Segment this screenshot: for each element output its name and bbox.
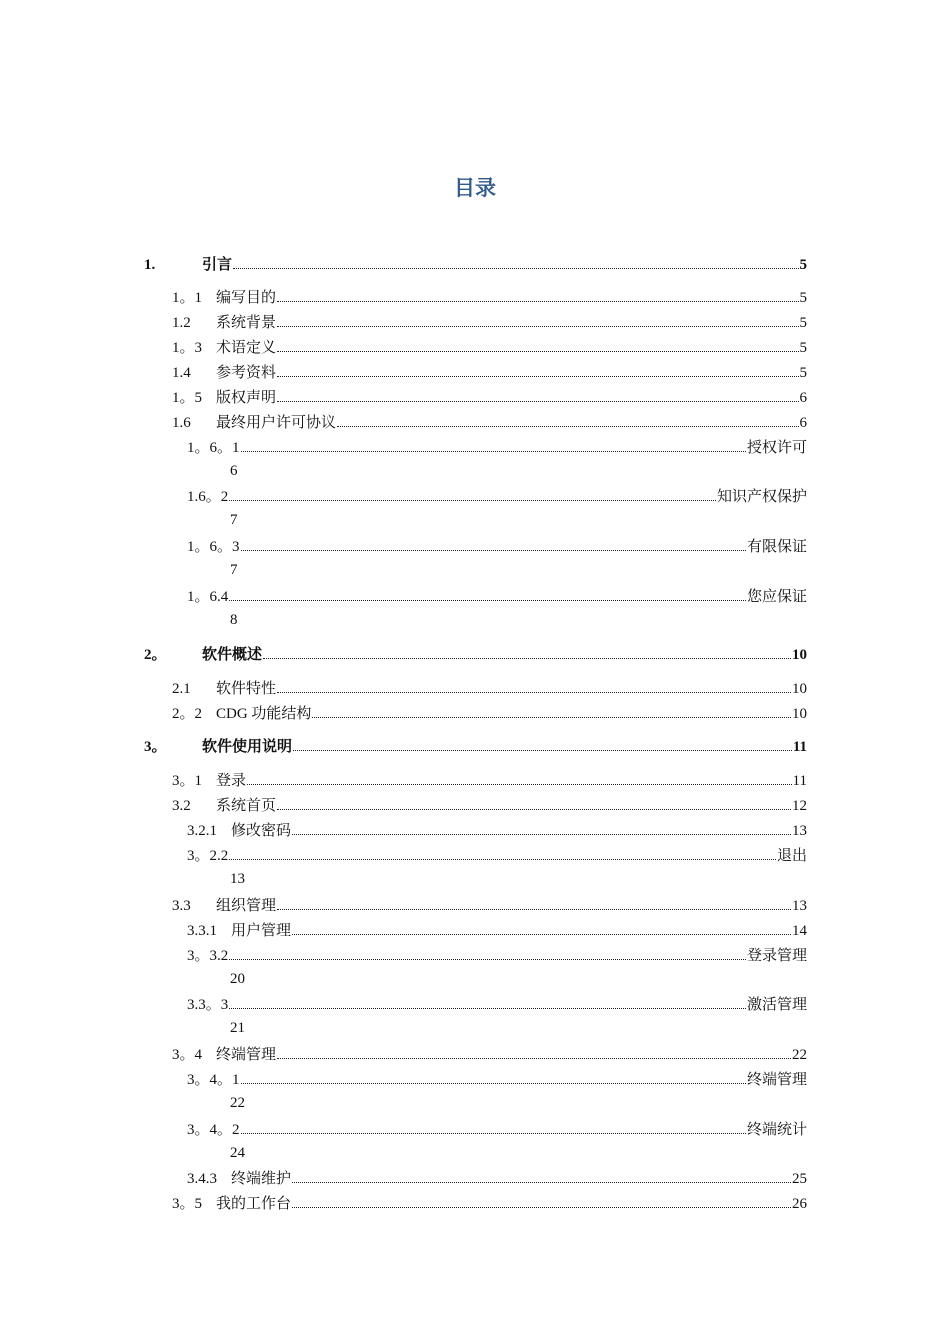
toc-entry-number: 3。4	[172, 1047, 203, 1063]
toc-entry-number: 1。1	[172, 290, 203, 306]
toc-entry-page: 6	[230, 463, 238, 479]
toc-entry-page: 13	[792, 898, 807, 914]
toc-entry-page: 13	[230, 871, 245, 887]
leader-dots	[277, 893, 791, 910]
toc-entry-text: 修改密码	[231, 823, 292, 839]
toc-entry-3-4[interactable]	[172, 1042, 807, 1064]
toc-entry-1-6-4[interactable]	[187, 584, 807, 606]
leader-dots	[277, 285, 798, 302]
toc-entry-1-6-1[interactable]	[187, 435, 807, 457]
toc-entry-page: 14	[792, 923, 807, 939]
toc-entry-number: 3。4。2	[187, 1122, 240, 1138]
toc-entry-text: 退出	[776, 848, 807, 864]
toc-entry-text: 参考资料	[216, 365, 277, 381]
toc-entry-1-6-3[interactable]	[187, 534, 807, 556]
toc-entry-text: 术语定义	[216, 340, 277, 356]
toc-entry-page: 20	[230, 971, 245, 987]
toc-entry-3-2[interactable]	[172, 793, 807, 815]
leader-dots	[241, 534, 746, 551]
toc-entry-number: 3。2.2	[187, 848, 229, 864]
toc-entry-number: 2。	[144, 647, 167, 663]
leader-dots	[277, 793, 791, 810]
toc-entry-3-4-3[interactable]	[187, 1166, 807, 1188]
toc-entry-3-3-2[interactable]	[187, 943, 807, 965]
toc-entry-number: 1.4	[172, 365, 191, 381]
toc-entry-number: 1.6	[172, 415, 191, 431]
toc-entry-number: 2。2	[172, 706, 203, 722]
leader-dots	[277, 310, 798, 327]
leader-dots	[241, 435, 746, 452]
toc-entry-3-3[interactable]	[172, 893, 807, 915]
toc-entry-number: 3.2	[172, 798, 191, 814]
toc-entry-text: 软件使用说明	[202, 739, 293, 755]
toc-entry-text: 编写目的	[216, 290, 277, 306]
toc-entry-text: 系统首页	[216, 798, 277, 814]
toc-entry-3-4-1[interactable]	[187, 1067, 807, 1089]
toc-entry-chapter-1[interactable]	[144, 252, 807, 274]
toc-entry-number: 3。5	[172, 1196, 203, 1212]
toc-entry-text: 最终用户许可协议	[216, 415, 337, 431]
toc-entry-number: 3。1	[172, 773, 203, 789]
toc-entry-number: 3.3。3	[187, 997, 229, 1013]
toc-entry-number: 1.	[144, 257, 156, 273]
toc-entry-text: 组织管理	[216, 898, 277, 914]
toc-entry-page: 24	[230, 1145, 245, 1161]
leader-dots	[277, 676, 791, 693]
toc-entry-number: 1。6。1	[187, 440, 240, 456]
toc-entry-text: 终端管理	[216, 1047, 277, 1063]
toc-entry-text: 终端统计	[746, 1122, 807, 1138]
toc-entry-2-2[interactable]	[172, 701, 807, 723]
toc-entry-text: 知识产权保护	[716, 489, 807, 505]
leader-dots	[277, 385, 798, 402]
leader-dots	[277, 360, 798, 377]
toc-title: 目录	[454, 176, 496, 200]
toc-entry-page: 5	[799, 365, 807, 381]
toc-entry-page: 26	[792, 1196, 807, 1212]
leader-dots	[229, 484, 716, 501]
leader-dots	[292, 818, 791, 835]
leader-dots	[229, 992, 746, 1009]
toc-entry-page: 5	[799, 315, 807, 331]
leader-dots	[241, 1067, 746, 1084]
toc-entry-text: 有限保证	[746, 539, 807, 555]
leader-dots	[312, 701, 791, 718]
toc-entry-1-6[interactable]	[172, 410, 807, 432]
leader-dots	[292, 918, 791, 935]
toc-entry-page: 7	[230, 512, 238, 528]
leader-dots	[241, 1117, 746, 1134]
toc-entry-page: 11	[792, 739, 807, 755]
leader-dots	[337, 410, 798, 427]
toc-entry-page: 21	[230, 1020, 245, 1036]
toc-entry-number: 1。5	[172, 390, 203, 406]
toc-entry-page: 6	[799, 415, 807, 431]
toc-entry-text: 终端维护	[231, 1171, 292, 1187]
toc-entry-number: 3.3.1	[187, 923, 217, 939]
leader-dots	[277, 335, 798, 352]
toc-entry-page: 10	[792, 681, 807, 697]
leader-dots	[277, 1042, 791, 1059]
toc-entry-page: 11	[792, 773, 807, 789]
leader-dots	[263, 642, 791, 659]
toc-entry-number: 1。3	[172, 340, 203, 356]
toc-entry-page: 12	[792, 798, 807, 814]
toc-entry-page: 5	[799, 257, 807, 273]
leader-dots	[292, 1191, 791, 1208]
toc-entry-text: 软件特性	[216, 681, 277, 697]
toc-entry-number: 2.1	[172, 681, 191, 697]
toc-entry-text: 我的工作台	[216, 1196, 292, 1212]
toc-entry-number: 1.6。2	[187, 489, 229, 505]
toc-entry-page: 22	[230, 1095, 245, 1111]
toc-entry-number: 1.2	[172, 315, 191, 331]
leader-dots	[292, 1166, 791, 1183]
toc-entry-text: 引言	[202, 257, 233, 273]
toc-entry-3-2-2[interactable]	[187, 843, 807, 865]
toc-entry-text: 终端管理	[746, 1072, 807, 1088]
toc-entry-3-2-1[interactable]	[187, 818, 807, 840]
toc-entry-1-5[interactable]	[172, 385, 807, 407]
toc-entry-1-6-2[interactable]	[187, 484, 807, 506]
toc-entry-number: 1。6。3	[187, 539, 240, 555]
toc-entry-text: 您应保证	[746, 589, 807, 605]
leader-dots	[247, 768, 792, 785]
toc-entry-page: 13	[792, 823, 807, 839]
toc-entry-1-2[interactable]	[172, 310, 807, 332]
leader-dots	[229, 584, 746, 601]
toc-entry-page: 10	[792, 706, 807, 722]
toc-entry-page: 8	[230, 612, 238, 628]
leader-dots	[233, 252, 798, 269]
toc-entry-chapter-2[interactable]	[144, 642, 807, 664]
toc-entry-number: 1。6.4	[187, 589, 229, 605]
toc-entry-page: 6	[799, 390, 807, 406]
toc-entry-text: 版权声明	[216, 390, 277, 406]
toc-entry-3-1[interactable]	[172, 768, 807, 790]
leader-dots	[229, 943, 746, 960]
toc-entry-number: 3.4.3	[187, 1171, 217, 1187]
toc-entry-page: 25	[792, 1171, 807, 1187]
toc-entry-text: 系统背景	[216, 315, 277, 331]
toc-entry-page: 10	[792, 647, 807, 663]
toc-entry-3-4-2[interactable]	[187, 1117, 807, 1139]
toc-entry-2-1[interactable]	[172, 676, 807, 698]
toc-entry-page: 5	[799, 340, 807, 356]
toc-entry-page: 7	[230, 562, 238, 578]
toc-entry-3-5[interactable]	[172, 1191, 807, 1213]
toc-entry-page: 5	[799, 290, 807, 306]
toc-entry-text: 用户管理	[231, 923, 292, 939]
toc-entry-1-3[interactable]	[172, 335, 807, 357]
toc-entry-number: 3。3.2	[187, 948, 229, 964]
toc-entry-chapter-3[interactable]	[144, 734, 807, 756]
toc-entry-number: 3.2.1	[187, 823, 217, 839]
toc-entry-text: 登录	[216, 773, 247, 789]
toc-entry-text: 登录管理	[746, 948, 807, 964]
toc-entry-text: CDG 功能结构	[216, 706, 312, 722]
toc-entry-text: 授权许可	[746, 440, 807, 456]
leader-dots	[293, 734, 792, 751]
toc-entry-page: 22	[792, 1047, 807, 1063]
toc-entry-1-1[interactable]	[172, 285, 807, 307]
toc-entry-number: 3。	[144, 739, 167, 755]
toc-entry-number: 3.3	[172, 898, 191, 914]
toc-entry-number: 3。4。1	[187, 1072, 240, 1088]
leader-dots	[229, 843, 776, 860]
toc-entry-text: 软件概述	[202, 647, 263, 663]
toc-entry-1-4[interactable]	[172, 360, 807, 382]
toc-entry-3-3-1[interactable]	[187, 918, 807, 940]
toc-entry-3-3-3[interactable]	[187, 992, 807, 1014]
toc-entry-text: 激活管理	[746, 997, 807, 1013]
